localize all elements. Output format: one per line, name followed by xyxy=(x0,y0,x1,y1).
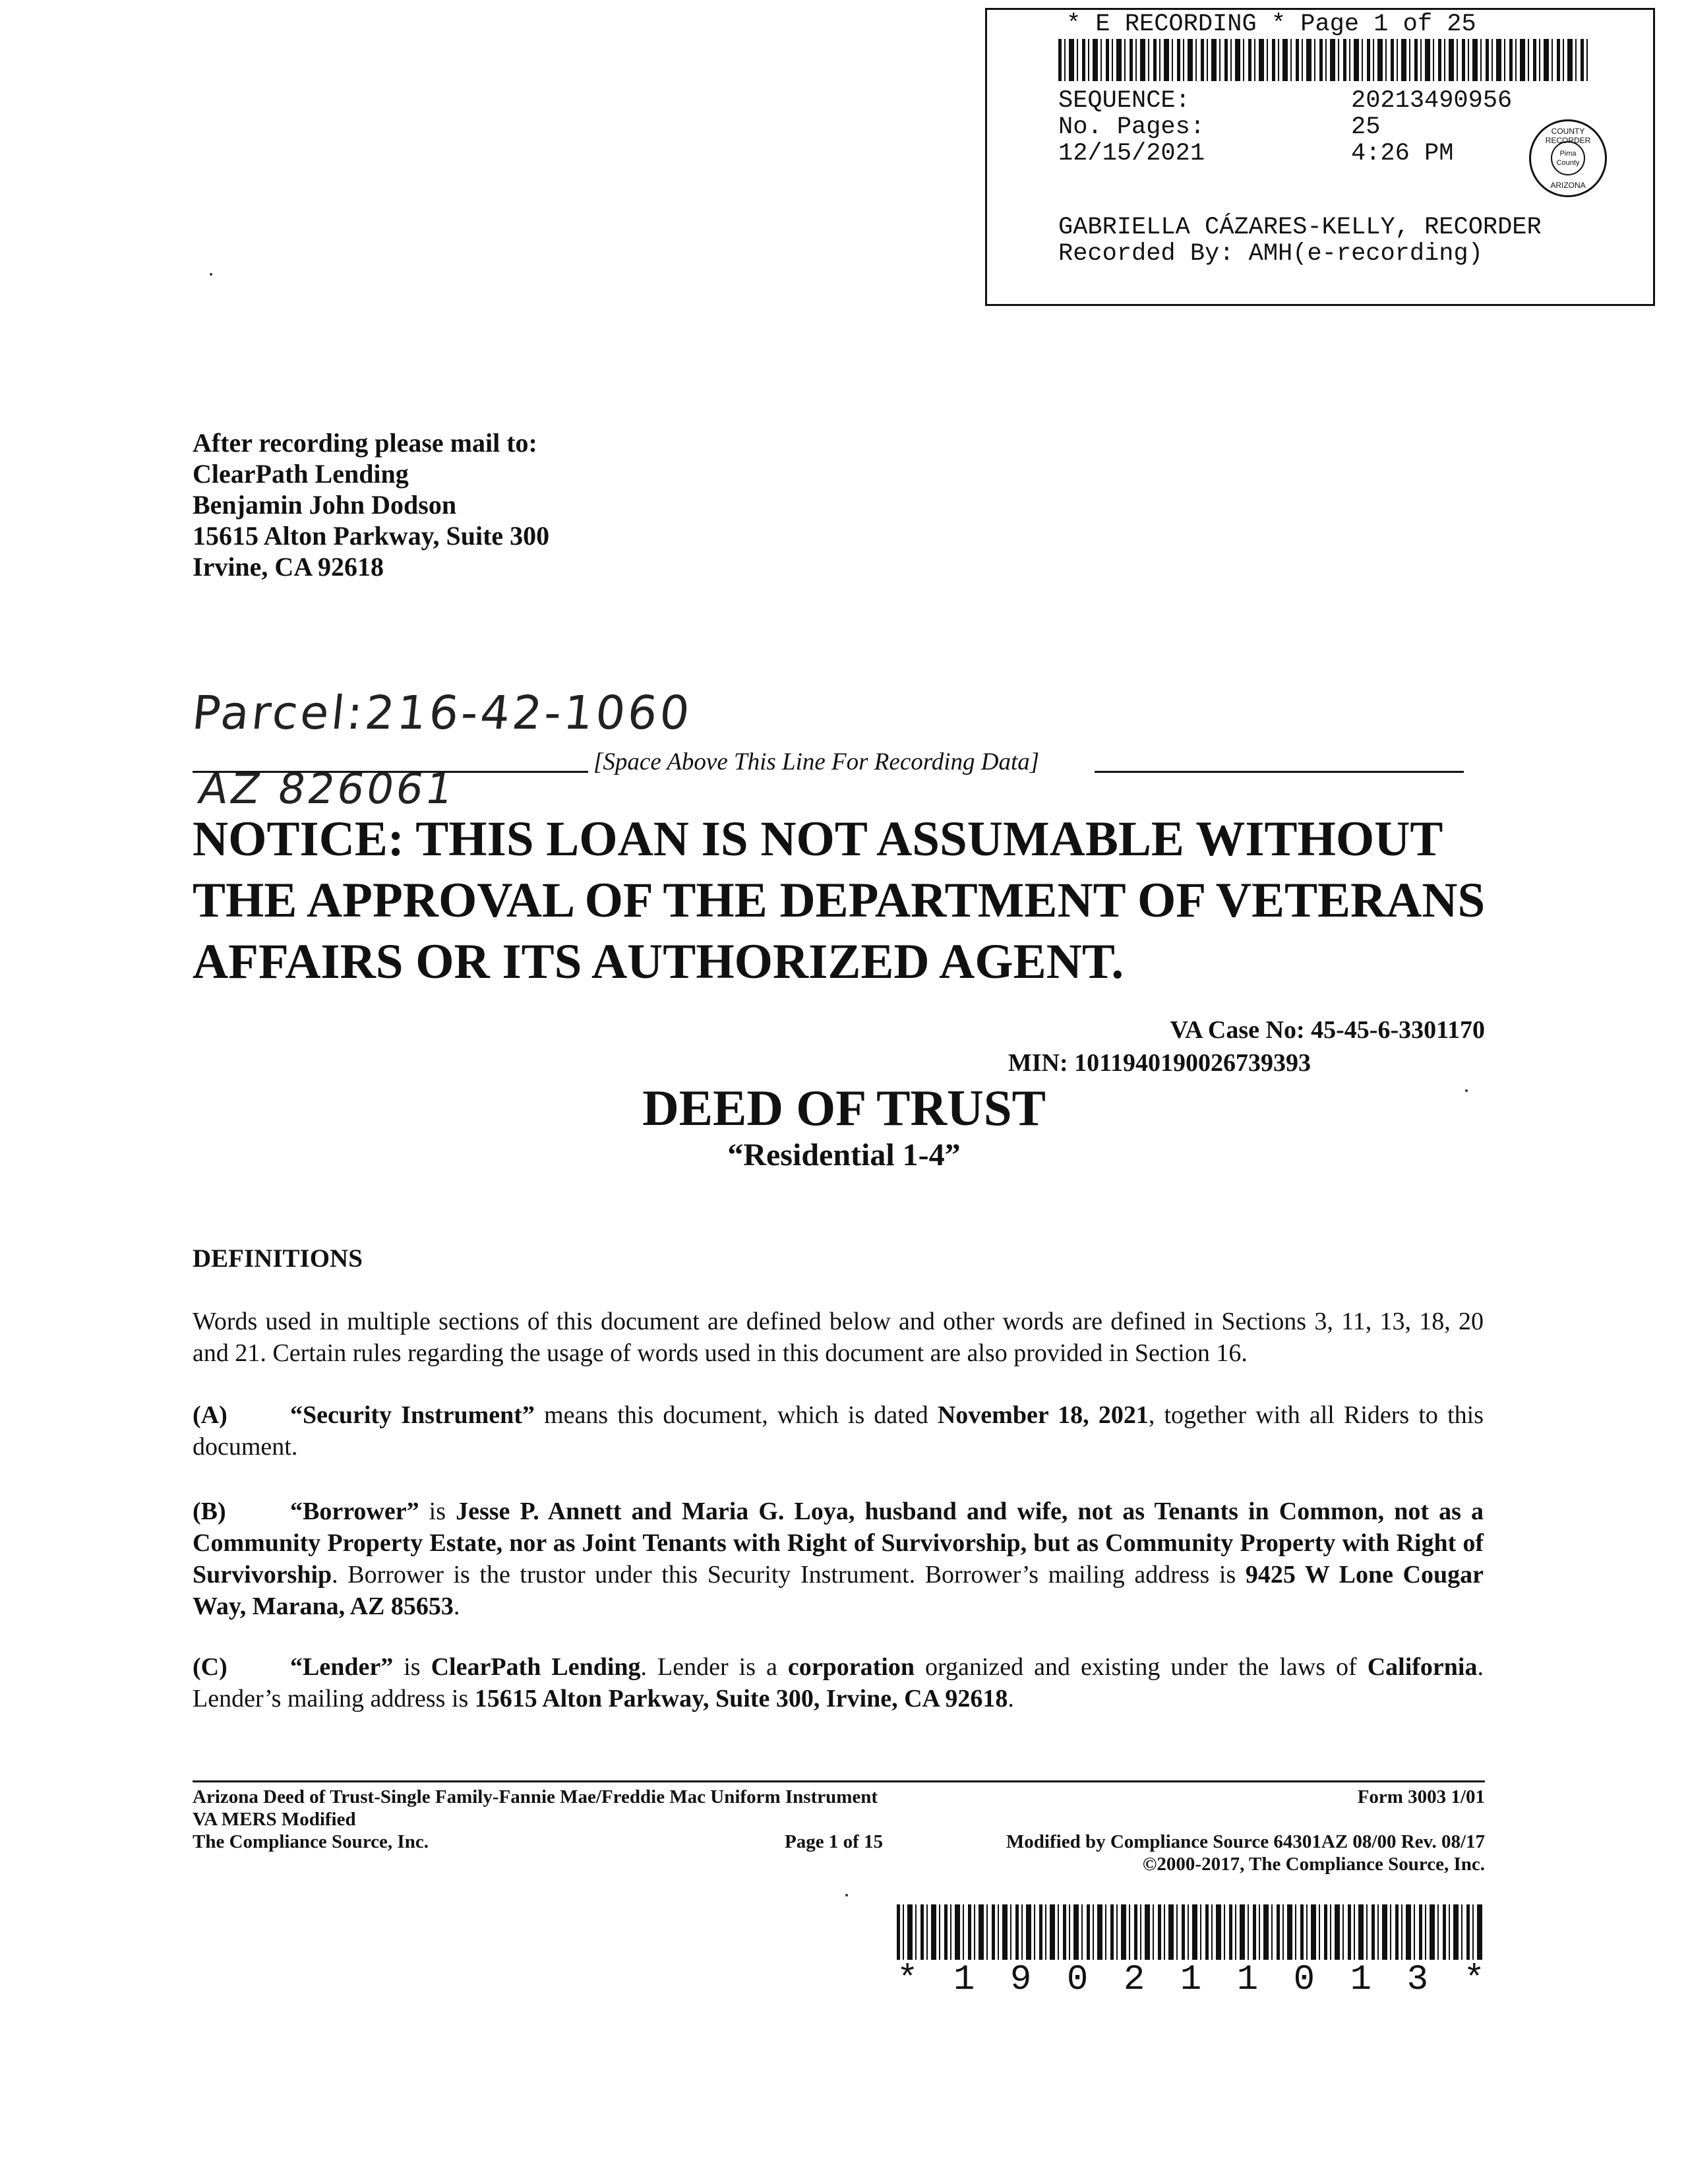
va-case-number: VA Case No: 45-45-6-3301170 xyxy=(1170,1016,1485,1044)
mailto-heading: After recording please mail to: xyxy=(193,428,537,458)
footer-revision: Modified by Compliance Source 64301AZ 08/00 Rev. 08/17 xyxy=(1006,1831,1485,1852)
min-number: MIN: 1011940190026739393 xyxy=(1008,1049,1311,1077)
definition-c-text-4: . Lender’s mailing address is xyxy=(193,1653,1484,1713)
record-date: 12/15/2021 xyxy=(1058,140,1205,167)
barcode-digits xyxy=(897,1960,1485,2000)
definition-b-term: “Borrower” xyxy=(290,1498,419,1525)
county-seal xyxy=(1529,119,1607,197)
definition-c-term: “Lender” xyxy=(290,1653,394,1681)
mail-to-block xyxy=(193,427,549,582)
stamp-barcode xyxy=(1058,39,1589,81)
speck xyxy=(210,273,212,276)
definition-a-term: “Security Instrument” xyxy=(290,1401,535,1429)
mailto-city: Irvine, CA 92618 xyxy=(193,552,384,582)
definition-a xyxy=(193,1399,1484,1463)
seal-top-text: COUNTY RECORDER xyxy=(1545,127,1591,145)
recording-stamp xyxy=(985,8,1655,306)
footer-form-number: Form 3003 1/01 xyxy=(1357,1786,1485,1807)
definitions-heading: DEFINITIONS xyxy=(193,1244,363,1273)
pages-label: No. Pages: xyxy=(1058,113,1205,141)
footer-rule xyxy=(193,1780,1485,1782)
document-subtitle: “Residential 1-4” xyxy=(727,1138,961,1172)
pages-value: 25 xyxy=(1351,113,1381,141)
definition-c-text-3: organized and existing under the laws of xyxy=(915,1653,1368,1681)
record-time: 4:26 PM xyxy=(1351,140,1454,167)
document-title: DEED OF TRUST xyxy=(642,1079,1046,1136)
recorded-by: Recorded By: AMH(e-recording) xyxy=(1058,240,1483,268)
definition-a-date: November 18, 2021 xyxy=(937,1401,1149,1429)
barcode-digit: 2 xyxy=(1123,1960,1145,2000)
recorder-name: GABRIELLA CÁZARES-KELLY, RECORDER xyxy=(1058,214,1542,241)
assumability-notice: NOTICE: THIS LOAN IS NOT ASSUMABLE WITHOUT THE APPROVAL OF THE DEPARTMENT OF VETERANS AFFAIRS OR ITS AUTHORIZED AGENT. xyxy=(193,812,1486,989)
definition-c xyxy=(193,1651,1484,1714)
definition-a-text-end: , together with all Riders to this document. xyxy=(193,1401,1484,1461)
barcode-digit: 3 xyxy=(1406,1960,1428,2000)
sequence-label: SEQUENCE: xyxy=(1058,87,1190,115)
lender-name: ClearPath Lending xyxy=(431,1653,641,1681)
mailto-street: 15615 Alton Parkway, Suite 300 xyxy=(193,521,550,551)
space-above-line-text: [Space Above This Line For Recording Data] xyxy=(593,748,1040,775)
seal-bottom-text: ARIZONA xyxy=(1550,181,1586,190)
footer-modified: VA MERS Modified xyxy=(193,1809,356,1830)
lender-entity-type: corporation xyxy=(787,1653,915,1681)
handwritten-az-number: AZ 826061 xyxy=(195,765,460,814)
barcode-digit: 1 xyxy=(953,1960,975,2000)
document-barcode xyxy=(897,1904,1485,1960)
space-line-rule-left xyxy=(193,771,588,773)
space-line-rule-right xyxy=(1095,771,1464,773)
barcode-digit: 0 xyxy=(1293,1960,1315,2000)
mailto-person: Benjamin John Dodson xyxy=(193,490,457,520)
handwritten-parcel-number: Parcel:216-42-1060 xyxy=(189,686,695,740)
mailto-company: ClearPath Lending xyxy=(193,459,409,489)
barcode-digit: 1 xyxy=(1180,1960,1202,2000)
lender-address: 15615 Alton Parkway, Suite 300, Irvine, CA 92618 xyxy=(474,1685,1008,1713)
seal-center-text: Pima County xyxy=(1551,141,1585,175)
definition-b xyxy=(193,1496,1484,1622)
definition-c-label: (C) xyxy=(193,1653,227,1681)
definition-b-text: is xyxy=(419,1498,456,1525)
definition-b-text-mid: . Borrower is the trustor under this Security Instrument. Borrower’s mailing address is xyxy=(332,1561,1246,1589)
barcode-digit: 1 xyxy=(1350,1960,1372,2000)
lender-state: California xyxy=(1367,1653,1478,1681)
borrower-address: 9425 W Lone Cougar Way, Marana, AZ 85653 xyxy=(193,1561,1484,1620)
barcode-digit: 0 xyxy=(1066,1960,1089,2000)
sequence-value: 20213490956 xyxy=(1351,87,1513,115)
speck xyxy=(845,1894,848,1896)
definition-c-text-2: . Lender is a xyxy=(640,1653,788,1681)
borrower-names: Jesse P. Annett and Maria G. Loya, husband and wife, not as Tenants in Common, not as a Community Property Estate, nor as Joint Tenants with Right of Survivorship, but as Community Property with Right of Survivorship xyxy=(193,1498,1484,1589)
definition-c-text-end: . xyxy=(1008,1685,1014,1713)
barcode-digit: * xyxy=(1463,1960,1485,2000)
barcode-digit: * xyxy=(897,1960,919,2000)
definition-b-text-end: . xyxy=(453,1592,460,1620)
footer-company: The Compliance Source, Inc. xyxy=(193,1831,429,1852)
footer-form-title: Arizona Deed of Trust-Single Family-Fannie Mae/Freddie Mac Uniform Instrument xyxy=(193,1786,878,1807)
stamp-title: * E RECORDING * Page 1 of 25 xyxy=(1066,11,1476,38)
barcode-digit: 1 xyxy=(1236,1960,1259,2000)
footer-page-number: Page 1 of 15 xyxy=(785,1831,883,1852)
footer-copyright: ©2000-2017, The Compliance Source, Inc. xyxy=(1142,1854,1485,1875)
definition-a-label: (A) xyxy=(193,1401,227,1429)
definitions-intro: Words used in multiple sections of this document are defined below and other words are defined in Sections 3, 11, 13, 18, 20 and 21. Certain rules regarding the usage of words used in this document are also provided in Section 16. xyxy=(193,1308,1484,1367)
definition-b-label: (B) xyxy=(193,1498,226,1525)
definition-a-text: means this document, which is dated xyxy=(534,1401,938,1429)
barcode-digit: 9 xyxy=(1010,1960,1032,2000)
definition-c-text: is xyxy=(393,1653,431,1681)
